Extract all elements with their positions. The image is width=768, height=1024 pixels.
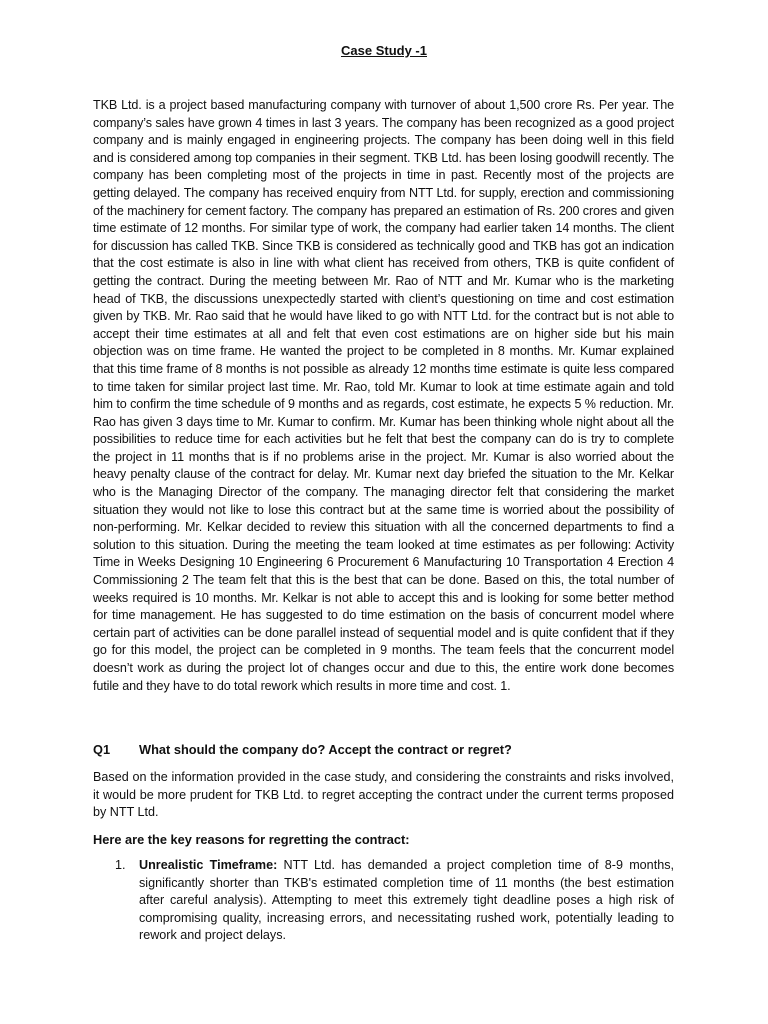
reason-body: NTT Ltd. has demanded a project completion time of 8-9 months, significantly shorter than TKB's estimated completion time of 11 months (the best estimation after careful analysis). Attempting to meet this extremely tight deadline poses a high risk of compromising quality, increasing errors, and necessitating rushed work, potentially leading to rework and project delays. <box>139 858 674 943</box>
question-text: What should the company do? Accept the contract or regret? <box>139 742 512 757</box>
reason-title: Unrealistic Timeframe: <box>139 858 278 872</box>
case-study-paragraph: TKB Ltd. is a project based manufacturing company with turnover of about 1,500 crore Rs. Per year. The company’s sales have grown 4 times in last 3 years. The company has been recognized as a good project company and is mainly engaged in engineering projects. The company has been doing well in this field and is considered among top companies in their segment. TKB Ltd. has been losing goodwill recently. The company has been completing most of the projects in time in past. Recently most of the projects are getting delayed. The company has received enquiry from NTT Ltd. for supply, erection and commissioning of the machinery for cement factory. The company has prepared an estimation of Rs. 200 crores and given time estimate of 12 months. For similar type of work, the company had earlier taken 14 months. The client for discussion has called TKB. Since TKB is considered as technically good and TKB has got an indication that the cost estimate is also in line with what client has received from others, TKB is quite confident of getting the contract. During the meeting between Mr. Rao of NTT and Mr. Kumar who is the marketing head of TKB, the discussions unexpectedly started with client’s questioning on time and cost estimation given by TKB. Mr. Rao said that he would have liked to go with NTT Ltd. for the contract but is not able to accept their time estimates at all and felt that even cost estimations are on higher side but his main objection was on time frame. He wanted the project to be completed in 8 months. Mr. Kumar explained that this time frame of 8 months is not possible as already 12 months time estimate is quite less compared to time taken for similar project last time. Mr. Rao, told Mr. Kumar to look at time estimate again and told him to confirm the time schedule of 9 months and as regards, cost estimate, he expects 5 % reduction. Mr. Rao has given 3 days time to Mr. Kumar to confirm. Mr. Kumar has been thinking whole night about all the possibilities to reduce time for each activities but he felt that best the company can do is try to complete the project in 11 months that is if no problems arise in the project. Mr. Kumar is also worried about the heavy penalty clause of the contract for delay. Mr. Kumar next day briefed the situation to the Mr. Kelkar who is the Managing Director of the company. The managing director felt that considering the market situation they would not like to lose this contract but at the same time is worried about the possibility of non-performing. Mr. Kelkar decided to review this situation with all the concerned departments to find a solution to this situation. During the meeting the team looked at time estimates as per following: Activity Time in Weeks Designing 10 Engineering 6 Procurement 6 Manufacturing 10 Transportation 4 Erection 4 Commissioning 2 The team felt that this is the best that can be done. Based on this, the total number of weeks required is 10 months. Mr. Kelkar is not able to accept this and is looking for some better method for time management. He has suggested to do time estimation on the basis of concurrent model where certain part of activities can be done parallel instead of sequential model and is quite confident that if they go for this model, the project can be completed in 9 months. The team feels that the concurrent model doesn’t work as during the project lot of changes occur and due to this, the entire work done becomes futile and they have to do total rework which results in more time and cost. 1. <box>93 98 674 693</box>
question-line <box>93 741 674 759</box>
reason-text-block <box>139 857 674 945</box>
answer-paragraph: Based on the information provided in the case study, and considering the constraints and risks involved, it would be more prudent for TKB Ltd. to regret accepting the contract under the current terms proposed by NTT Ltd. <box>93 770 674 820</box>
reasons-heading: Here are the key reasons for regretting the contract: <box>93 832 410 847</box>
question-number: Q1 <box>93 742 111 757</box>
document-title: Case Study -1 <box>341 43 427 58</box>
reason-number: 1. <box>115 858 126 872</box>
